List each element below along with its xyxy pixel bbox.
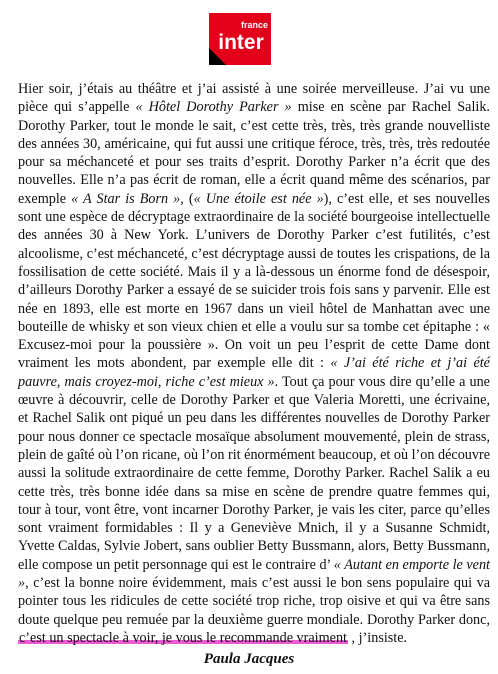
- film-title-fr: « Une étoile est née »: [193, 190, 324, 207]
- article-body: [18, 80, 490, 647]
- article-text: mise en scène par Rachel Salik. Dorothy Parker, tout le monde le sait, c’est cette très, très, très grande nouvelliste des années 30, américaine, qui fut aussi une critique féroce, très, très, très redoutée pour sa méchanceté et pour ses traits d’esprit. Dorothy Parker n’a écrit que des nouvelles. Elle n’a pas écrit de roman, elle a écrit quand même des scénarios, par exemple: [18, 99, 490, 207]
- article-text: , j’insiste.: [347, 629, 408, 646]
- article-text: Hier soir, j’étais au théâtre et j’ai assisté à une soirée merveilleuse. J’ai vu une pièce qui s’appelle: [18, 81, 490, 116]
- logo-brand-top: france: [240, 20, 268, 30]
- book-title: « Autant en emporte le vent »: [18, 556, 490, 592]
- france-inter-logo: [200, 6, 282, 72]
- quote-riche: « J’ai été riche et j’ai été pauvre, mais croyez-moi, riche c’est mieux »: [18, 355, 490, 390]
- highlighted-recommendation: c’est un spectacle à voir, je vous le recommande vraiment: [19, 629, 347, 646]
- author-signature: Paula Jacques: [203, 651, 295, 667]
- logo-brand-main: inter: [218, 31, 264, 54]
- play-title: « Hôtel Dorothy Parker »: [135, 99, 292, 116]
- article-text: . Tout ça pour vous dire qu’elle a une œuvre à découvrir, celle de Dorothy Parker et que Valeria Moretti, une écrivaine, et Rachel Salik ont piqué un peu dans les différentes nouvelles de Dorothy Parker pour nous donner ce spectacle mosaïque absolument mouvementé, plein de strass, plein de gaîté où l’on ricane, où l’on rit énormément beaucoup, et où l’on découvre aussi la solitude extraordinaire de cette femme, Dorothy Parker. Rachel Salik a eu cette très, très bonne idée dans sa mise en scène de prendre quatre femmes qui, tour à tour, vont être, vont incarner Dorothy Parker, je vais les citer, parce qu’elles sont vraiment formidables : Il y a Geneviève Mnich, il y a Susanne Schmidt, Yvette Caldas, Sylvie Jobert, sans oublier Betty Bussmann, alors, Betty Bussmann, elle compose un petit personnage qui est le contraire d’: [18, 373, 490, 573]
- article-text: , c’est la bonne noire évidemment, mais c’est aussi le bon sens populaire qui va pointer tous les ridicules de cette société trop riche, trop oisive et qui va être sans doute quelque peu remuée par la deuxième guerre mondiale. Dorothy Parker donc,: [18, 575, 490, 628]
- film-title-en: « A Star is Born »: [71, 190, 181, 207]
- article-text: ), c’est elle, et ses nouvelles sont une espèce de décryptage extraordinaire de la société bourgeoise intellectuelle des années 30 à New York. L’univers de Dorothy Parker c’est futilités, c’est alcoolisme, c’est méchanceté, c’est décryptage aussi de toutes les crispations, de la fossilisation de cette société. Mais il y a là-dessous un énorme fond de désespoir, d’ailleurs Dorothy Parker a essayé de se suicider trois fois sans y parvenir. Elle est née en 1893, elle est morte en 1967 dans un vieil hôtel de Manhattan avec une bouteille de whisky et son vieux chien et elle a voulu sur sa tombe cet épitaphe : « Excusez-moi pour la poussière ». On voit un peu l’esprit de cette Dame dont vraiment les mots abondent, par exemple elle dit :: [18, 190, 490, 372]
- article-text: , (: [180, 190, 194, 207]
- france-inter-logo-mark: [200, 6, 282, 72]
